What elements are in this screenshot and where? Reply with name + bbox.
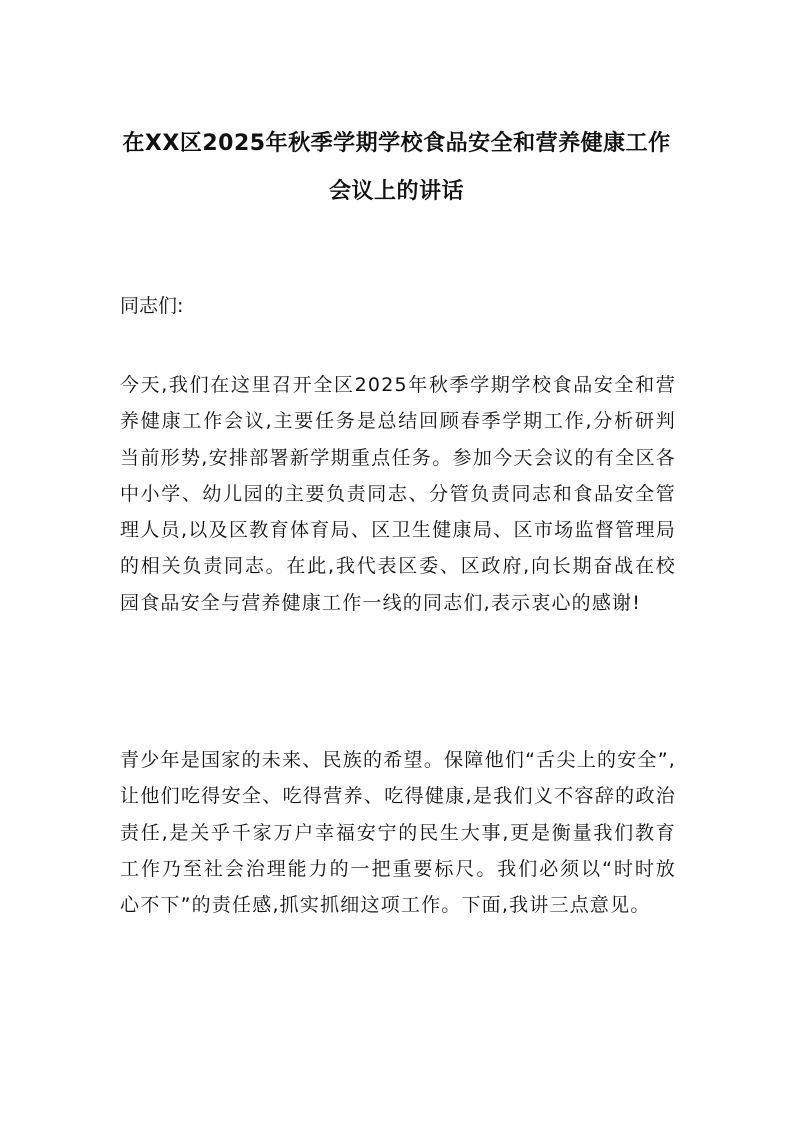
document-title: 在XX区2025年秋季学期学校食品安全和营养健康工作会议上的讲话: [122, 131, 671, 204]
body-paragraph-2: 青少年是国家的未来、民族的希望。保障他们“舌尖上的安全”,让他们吃得安全、吃得营养、吃得健康,是我们义不容辞的政治责任,是关乎千家万户幸福安宁的民生大事,更是衡量我们教育工作乃至社会治理能力的一把重要标尺。我们必须以“时时放心不下”的责任感,抓实抓细这项工作。下面,我讲三点意见。: [120, 749, 676, 917]
body-paragraph-1: 今天,我们在这里召开全区2025年秋季学期学校食品安全和营养健康工作会议,主要任务是总结回顾春季学期工作,分析研判当前形势,安排部署新学期重点任务。参加今天会议的有全区各中小学、幼儿园的主要负责同志、分管负责同志和食品安全管理人员,以及区教育体育局、区卫生健康局、区市场监督管理局的相关负责同志。在此,我代表区委、区政府,向长期奋战在校园食品安全与营养健康工作一线的同志们,表示衷心的感谢!: [120, 374, 676, 614]
greeting-text: 同志们:: [120, 295, 184, 317]
